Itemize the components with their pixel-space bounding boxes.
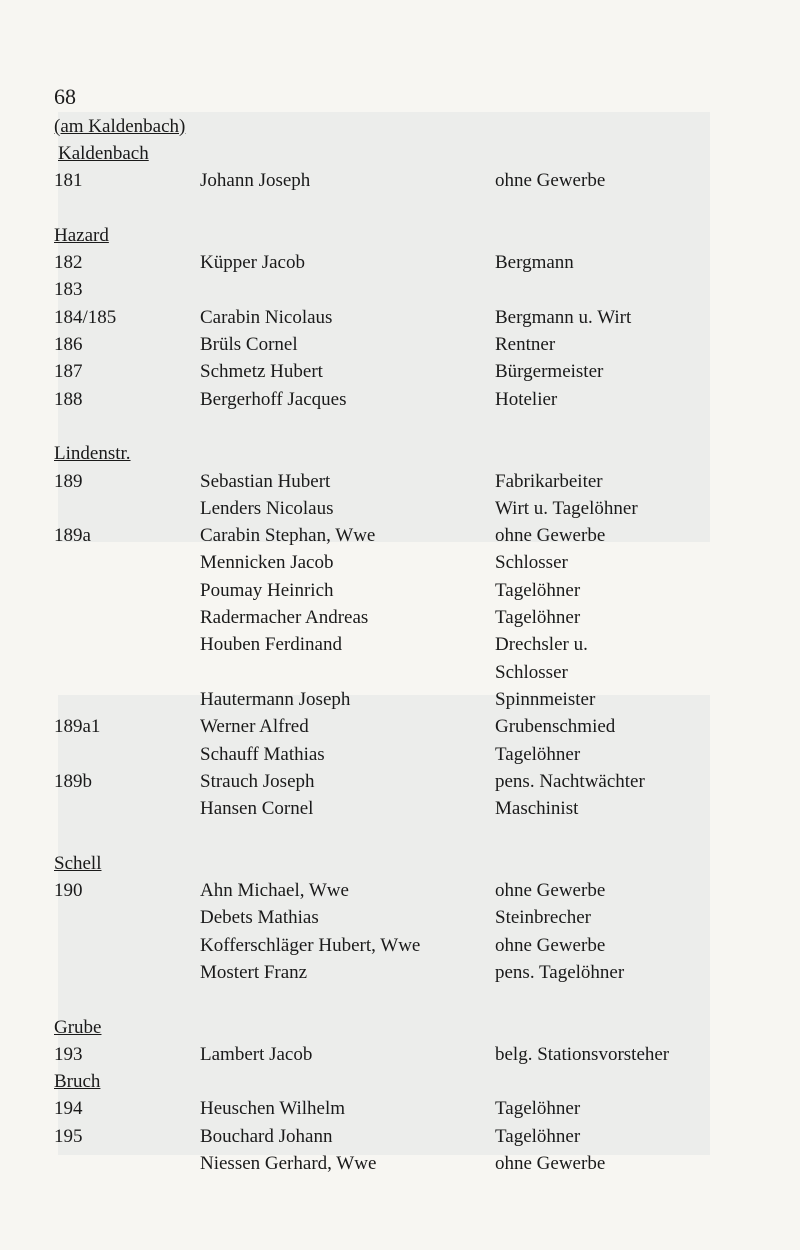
house-number: 195	[54, 1125, 83, 1147]
section-title: Hazard	[54, 224, 109, 246]
resident-name: Poumay Heinrich	[200, 579, 334, 601]
occupation: Drechsler u.	[495, 634, 588, 656]
occupation: Bergmann u. Wirt	[495, 306, 632, 328]
resident-name: Houben Ferdinand	[200, 634, 342, 656]
listing-row	[54, 1150, 764, 1177]
occupation: Hotelier	[495, 388, 558, 410]
occupation: ohne Gewerbe	[495, 1152, 606, 1174]
resident-name: Hansen Cornel	[200, 798, 314, 820]
occupation: ohne Gewerbe	[495, 934, 606, 956]
listing-row	[54, 167, 764, 194]
occupation: Maschinist	[495, 798, 579, 820]
listing-row	[54, 1041, 764, 1068]
resident-name: Brüls Cornel	[200, 334, 298, 356]
house-number: 182	[54, 252, 83, 274]
occupation: Rentner	[495, 334, 556, 356]
resident-name: Küpper Jacob	[200, 252, 305, 274]
house-number: 186	[54, 334, 83, 356]
resident-name: Sebastian Hubert	[200, 470, 331, 492]
page-header: (am Kaldenbach)	[54, 116, 186, 137]
spacer	[54, 822, 764, 849]
resident-name: Kofferschläger Hubert, Wwe	[200, 934, 421, 956]
occupation: Spinnmeister	[495, 688, 596, 710]
listing-row	[54, 304, 764, 331]
house-number: 183	[54, 279, 83, 301]
section-title: Lindenstr.	[54, 443, 131, 465]
resident-name: Lenders Nicolaus	[200, 497, 334, 519]
resident-name: Werner Alfred	[200, 716, 309, 738]
house-number: 184/185	[54, 306, 117, 328]
resident-name: Bouchard Johann	[200, 1125, 333, 1147]
resident-name: Ahn Michael, Wwe	[200, 880, 349, 902]
page-number: 68	[54, 84, 76, 109]
listing-row	[54, 768, 764, 795]
occupation: Tagelöhner	[495, 743, 581, 765]
occupation: Tagelöhner	[495, 1125, 581, 1147]
resident-name: Strauch Joseph	[200, 770, 315, 792]
listing-row	[54, 386, 764, 413]
occupation: Bergmann	[495, 252, 574, 274]
house-number: 187	[54, 361, 83, 383]
occupation: Steinbrecher	[495, 907, 592, 929]
listing-row	[54, 959, 764, 986]
occupation: Tagelöhner	[495, 579, 581, 601]
occupation: Wirt u. Tagelöhner	[495, 497, 638, 519]
occupation: pens. Nachtwächter	[495, 770, 645, 792]
occupation: Grubenschmied	[495, 716, 616, 738]
house-number: 189a1	[54, 716, 101, 738]
listing-row	[54, 577, 764, 604]
resident-name: Heuschen Wilhelm	[200, 1098, 346, 1120]
house-number: 181	[54, 170, 83, 192]
resident-name: Carabin Stephan, Wwe	[200, 525, 376, 547]
house-number: 189b	[54, 770, 92, 792]
listing-row	[54, 631, 764, 658]
resident-name: Schmetz Hubert	[200, 361, 323, 383]
house-number: 189	[54, 470, 83, 492]
resident-name: Carabin Nicolaus	[200, 306, 333, 328]
resident-name: Mostert Franz	[200, 961, 308, 983]
occupation: Schlosser	[495, 552, 568, 574]
occupation: Bürgermeister	[495, 361, 604, 383]
listing-row	[54, 495, 764, 522]
section-title: Grube	[54, 1016, 102, 1038]
occupation: belg. Stationsvorsteher	[495, 1043, 670, 1065]
listing-row	[54, 249, 764, 276]
occupation: Schlosser	[495, 661, 568, 683]
resident-name: Bergerhoff Jacques	[200, 388, 347, 410]
section-title: Bruch	[54, 1071, 101, 1093]
listing-row	[54, 331, 764, 358]
listing-row	[54, 741, 764, 768]
occupation: Fabrikarbeiter	[495, 470, 603, 492]
listing-row	[54, 659, 764, 686]
resident-name: Hautermann Joseph	[200, 688, 351, 710]
resident-listing	[54, 140, 764, 1177]
occupation: ohne Gewerbe	[495, 525, 606, 547]
listing-row	[54, 549, 764, 576]
spacer	[54, 195, 764, 222]
resident-name: Johann Joseph	[200, 170, 311, 192]
resident-name: Niessen Gerhard, Wwe	[200, 1152, 377, 1174]
listing-row	[54, 468, 764, 495]
listing-row	[54, 713, 764, 740]
spacer	[54, 413, 764, 440]
listing-row	[54, 604, 764, 631]
house-number: 188	[54, 388, 83, 410]
listing-row	[54, 358, 764, 385]
house-number: 193	[54, 1043, 83, 1065]
resident-name: Schauff Mathias	[200, 743, 325, 765]
listing-row	[54, 276, 764, 303]
listing-row	[54, 795, 764, 822]
house-number: 189a	[54, 525, 91, 547]
listing-row	[54, 932, 764, 959]
listing-row	[54, 877, 764, 904]
occupation: Tagelöhner	[495, 1098, 581, 1120]
resident-name: Mennicken Jacob	[200, 552, 334, 574]
resident-name: Radermacher Andreas	[200, 607, 369, 629]
occupation: pens. Tagelöhner	[495, 961, 625, 983]
resident-name: Debets Mathias	[200, 907, 319, 929]
section-title: Kaldenbach	[58, 143, 149, 164]
listing-row	[54, 686, 764, 713]
house-number: 194	[54, 1098, 83, 1120]
occupation: ohne Gewerbe	[495, 880, 606, 902]
resident-name: Lambert Jacob	[200, 1043, 313, 1065]
occupation: Tagelöhner	[495, 607, 581, 629]
occupation: ohne Gewerbe	[495, 170, 606, 192]
listing-row	[54, 904, 764, 931]
section-title: Schell	[54, 852, 102, 874]
listing-row	[54, 522, 764, 549]
house-number: 190	[54, 880, 83, 902]
listing-row	[54, 1123, 764, 1150]
listing-row	[54, 1095, 764, 1122]
spacer	[54, 986, 764, 1013]
